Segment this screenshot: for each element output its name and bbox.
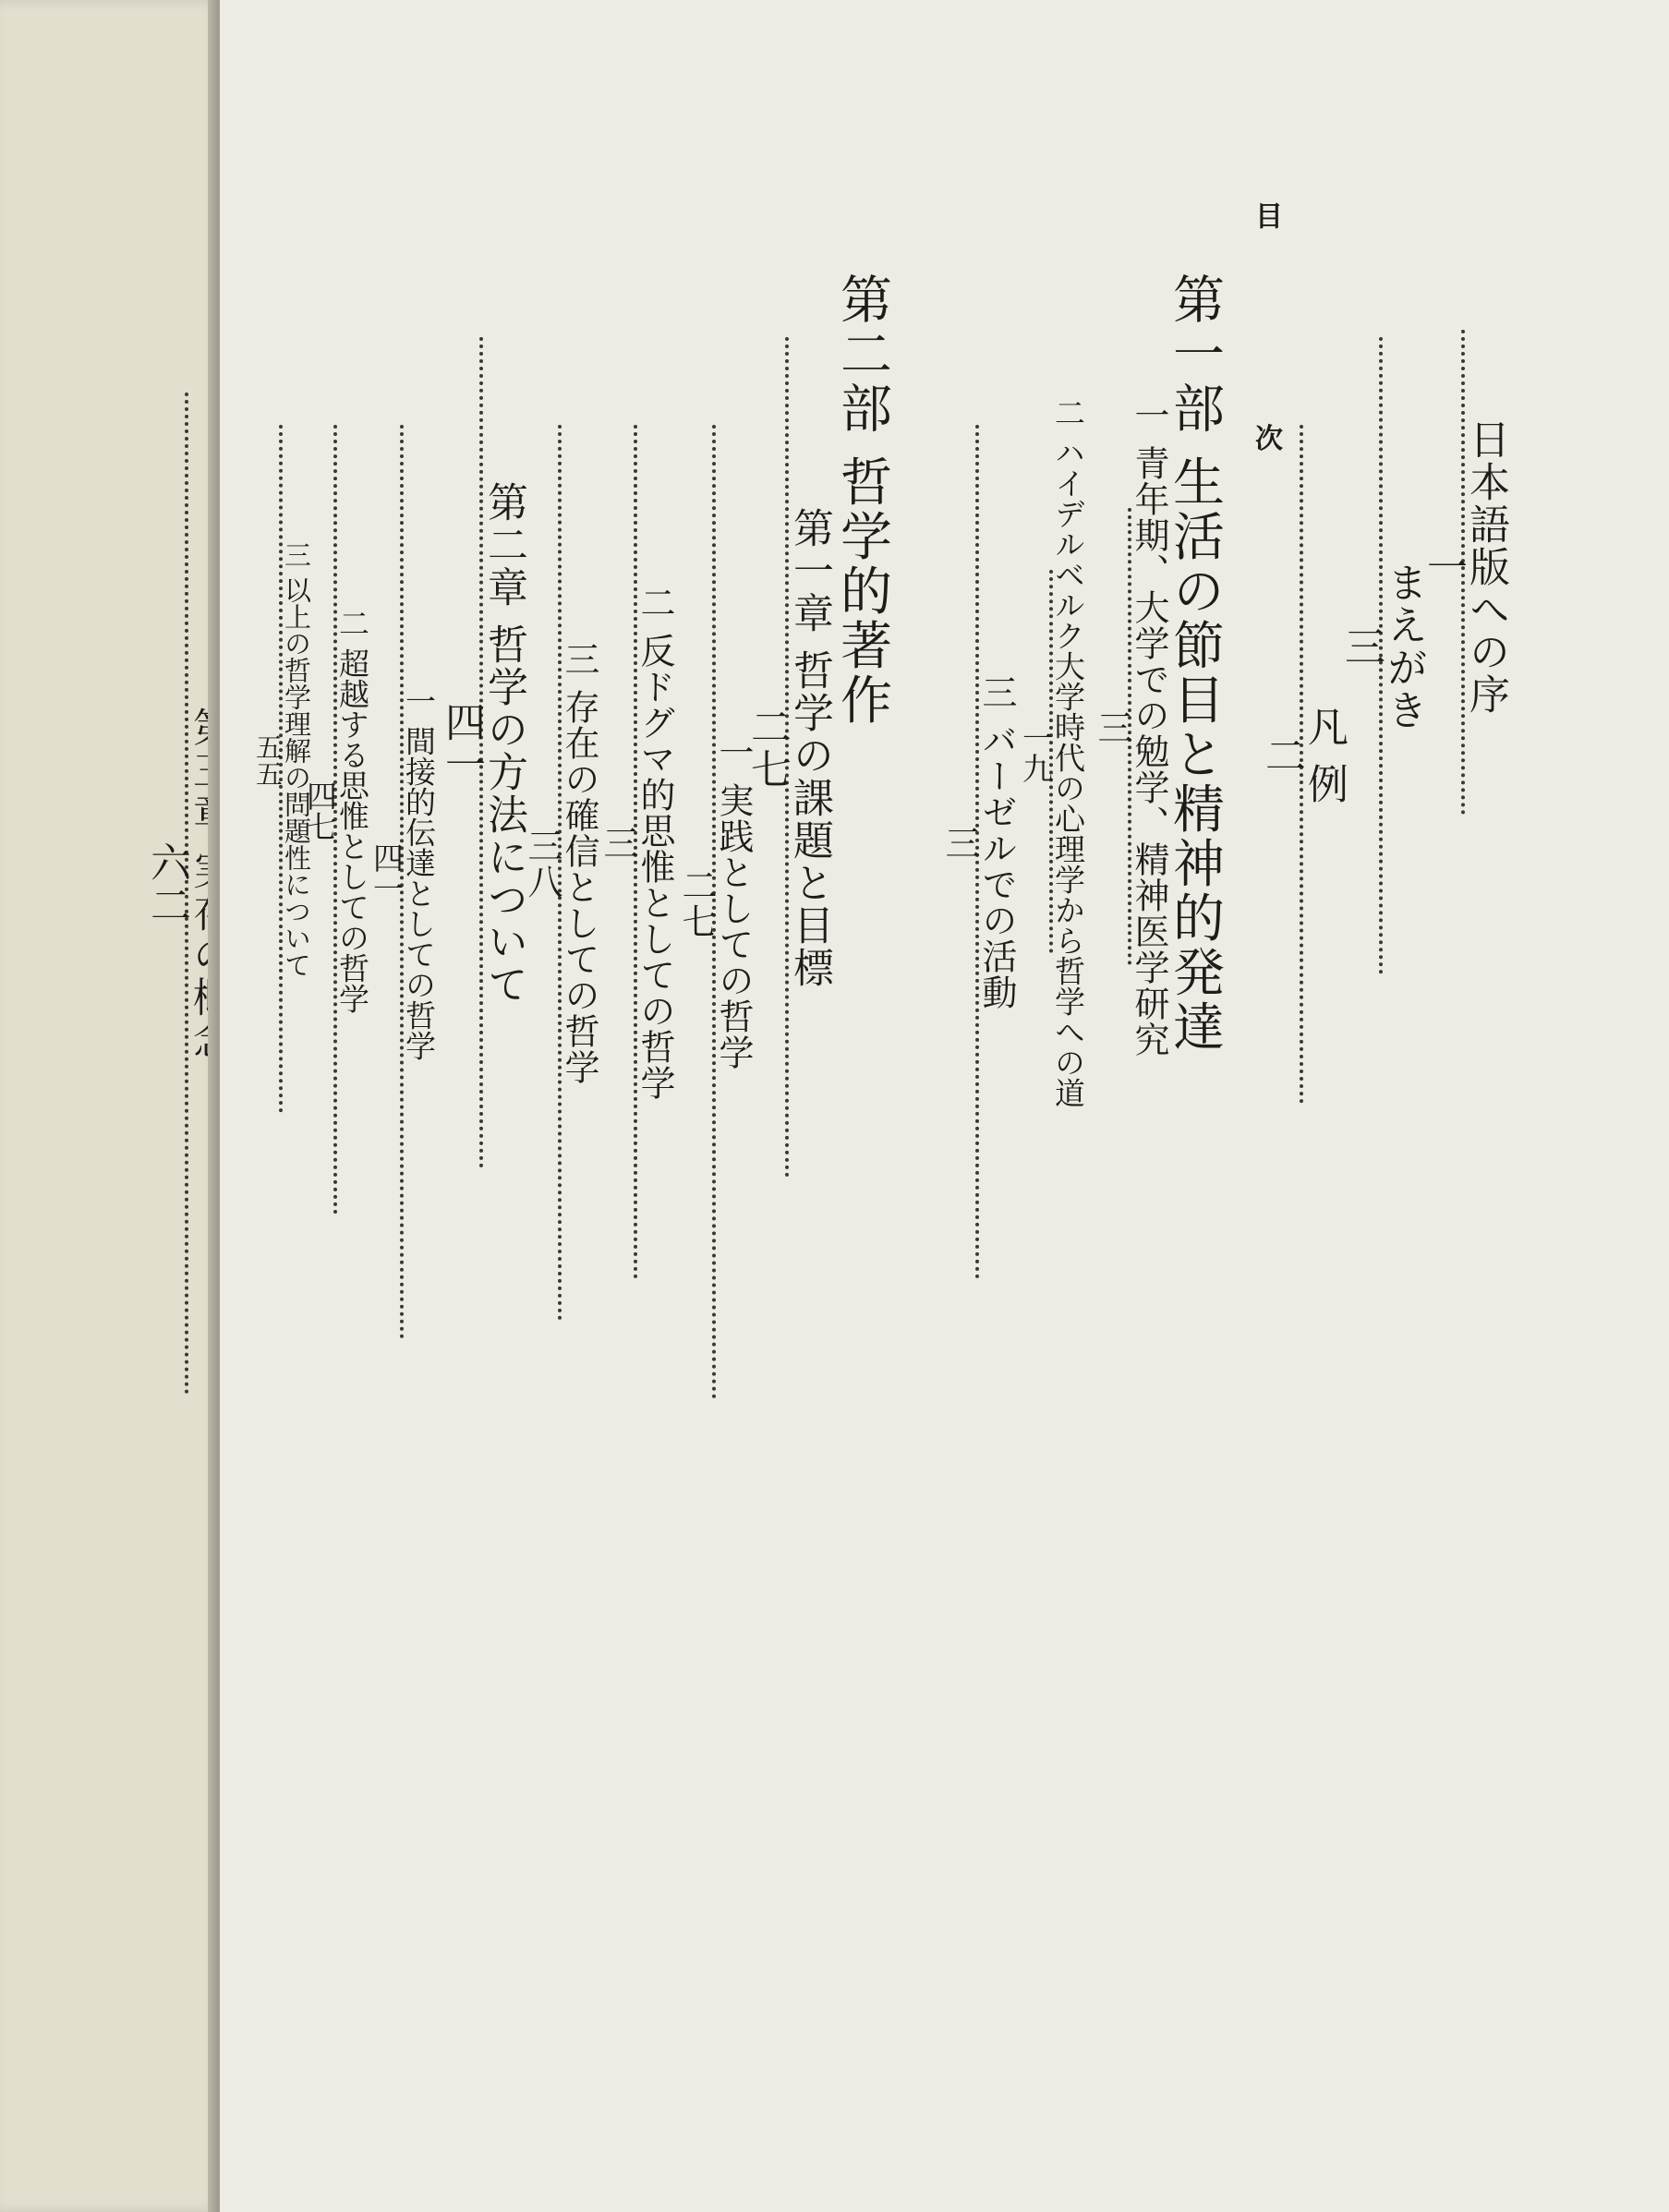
- toc-entry: [744, 309, 833, 1187]
- toc-entry: [598, 397, 675, 1288]
- entry-label: 二 反ドグマ的思惟としての哲学: [635, 584, 675, 1102]
- toc-entry: [676, 397, 754, 1408]
- entry-page: 一九: [1018, 721, 1054, 783]
- entry-page: 四七: [302, 780, 338, 841]
- toc-entry: [1420, 309, 1509, 824]
- entry-page: 二: [1258, 733, 1305, 777]
- left-page: [0, 0, 222, 2212]
- part-heading: 第一部 生活の節目と精神的発達: [1165, 272, 1225, 1055]
- entry-label: 三 以上の哲学理解の問題性について: [281, 540, 312, 979]
- toc-entry: [1337, 309, 1427, 984]
- entry-label: 三 バーゼルでの活動: [976, 674, 1017, 1011]
- entry-page: 四一: [369, 842, 405, 903]
- entry-page: 三: [1337, 625, 1385, 668]
- entry-label: 第二章 哲学の方法について: [480, 481, 527, 1006]
- left-entry-page: 六二: [143, 840, 190, 926]
- toc-entry: [1018, 397, 1086, 1108]
- entry-page: 三八: [522, 828, 562, 900]
- entry-page: 五五: [252, 732, 284, 787]
- entry-page: 二七: [676, 866, 717, 939]
- entry-label: 二 超越する思惟としての哲学: [334, 607, 370, 1014]
- entry-page: 三: [598, 825, 638, 861]
- toc-entry: [1092, 397, 1169, 1058]
- entry-label: 第一章 哲学の課題と目標: [786, 507, 833, 989]
- entry-label: 三 存在の確信としての哲学: [559, 641, 599, 1086]
- entry-page: 一: [1420, 545, 1467, 588]
- entry-page: 三: [939, 825, 980, 861]
- toc-entry: [438, 309, 527, 1178]
- toc-entry: [939, 397, 1017, 1288]
- entry-label: 一 間接的伝達としての哲学: [401, 684, 437, 1061]
- entry-label: まえがき: [1380, 562, 1427, 731]
- entry-page: 三: [1092, 709, 1132, 746]
- entry-label: 日本語版への序: [1462, 417, 1509, 716]
- part-heading: 第二部 哲学的著作: [832, 272, 892, 728]
- toc-entry: [369, 397, 437, 1348]
- toc-entry: [522, 397, 599, 1330]
- toc-entry: [252, 397, 312, 1122]
- entry-page: 二七: [744, 706, 791, 791]
- entry-label: 二 ハイデルベルク大学時代の心理学から哲学への道: [1050, 397, 1086, 1108]
- toc-heading: 目 次: [1250, 201, 1282, 544]
- entry-label: 一 実践としての哲学: [713, 734, 754, 1071]
- toc-entry: [302, 397, 370, 1224]
- entry-page: 四一: [438, 701, 485, 786]
- entry-label: 凡 例: [1300, 705, 1348, 805]
- toc-entry: [1258, 397, 1348, 1113]
- entry-label: 一 青年期、大学での勉学、精神医学研究: [1129, 397, 1169, 1058]
